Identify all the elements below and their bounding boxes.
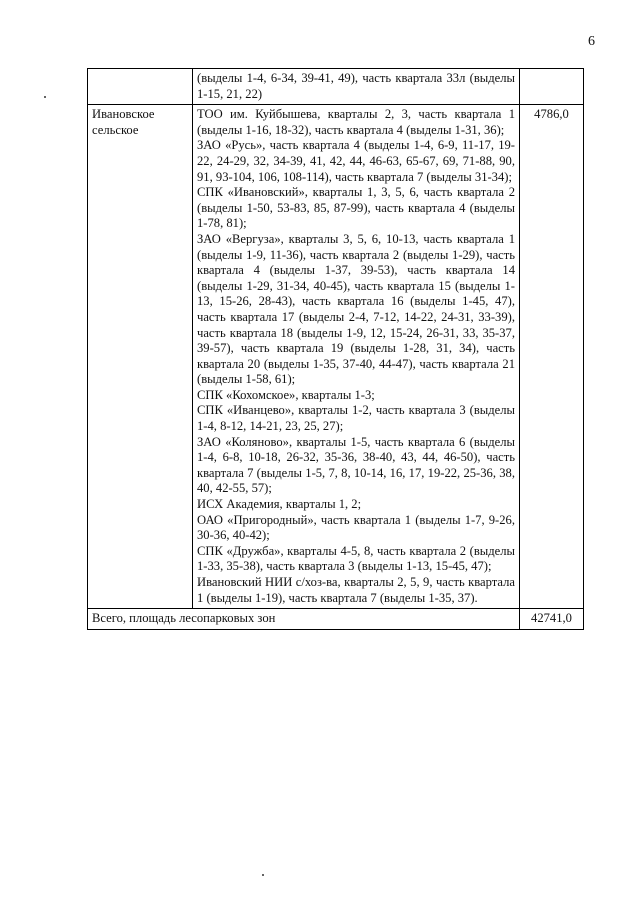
description-paragraph: ОАО «Пригородный», часть квартала 1 (выделы 1-7, 9-26, 30-36, 40-42); <box>197 512 515 543</box>
area-cell: 4786,0 <box>520 105 584 609</box>
description-paragraph: СПК «Дружба», кварталы 4-5, 8, часть квартала 2 (выделы 1-33, 35-38), часть квартала 3 (выделы 1-13, 15-45, 47); <box>197 543 515 574</box>
forest-zones-table <box>87 68 584 630</box>
total-area: 42741,0 <box>520 609 584 630</box>
description-paragraph: ИСХ Академия, кварталы 1, 2; <box>197 497 362 512</box>
total-row <box>88 609 584 630</box>
description-paragraph: СПК «Иванцево», кварталы 1-2, часть квартала 3 (выделы 1-4, 8-12, 14-21, 23, 25, 27); <box>197 403 515 434</box>
total-label: Всего, площадь лесопарковых зон <box>88 609 520 630</box>
description-paragraph: Ивановский НИИ с/хоз-ва, кварталы 2, 5, 9, часть квартала 1 (выделы 1-19), часть квартала 7 (выделы 1-35, 37). <box>197 575 515 605</box>
description-paragraph: ЗАО «Вергуза», кварталы 3, 5, 6, 10-13, часть квартала 1 (выделы 1-9, 11-36), часть квартала 2 (выделы 1-29), часть квартала 4 (выделы 1-37, 39-53), часть квартала 14 (выделы 1-29, 31-34, 40-45), часть квартала 15 (выделы 1-13, 15-26, 28-43), часть квартала 16 (выделы 1-45, 47), часть квартала 17 (выделы 2-4, 7-12, 14-22, 24-31, 33-39), часть квартала 18 (выделы 1-9, 12, 15-24, 26-31, 33, 35-37, 39-57), часть квартала 19 (выделы 1-28, 31, 34), часть квартала 20 (выделы 1-35, 37-40, 44-47), часть квартала 21 (выделы 1-58, 61); <box>197 231 515 387</box>
description-paragraph: ТОО им. Куйбышева, кварталы 2, 3, часть квартала 1 (выделы 1-16, 18-32), часть квартала 4 (выделы 1-31, 36); <box>197 107 515 137</box>
district-cell: Ивановское сельское <box>88 105 193 609</box>
table-row <box>88 105 584 609</box>
district-cell <box>88 69 193 105</box>
description-paragraph: СПК «Ивановский», кварталы 1, 3, 5, 6, часть квартала 2 (выделы 1-50, 53-83, 85, 87-99), часть квартала 4 (выделы 1-78, 81); <box>197 185 515 231</box>
page-number: 6 <box>588 34 595 49</box>
area-cell <box>520 69 584 105</box>
description-paragraph: (выделы 1-4, 6-34, 39-41, 49), часть квартала 33л (выделы 1-15, 21, 22) <box>197 71 515 101</box>
scan-speck <box>44 96 46 98</box>
description-paragraph: ЗАО «Русь», часть квартала 4 (выделы 1-4, 6-9, 11-17, 19-22, 24-29, 32, 34-39, 41, 42, 44, 46-63, 65-67, 69, 71-88, 90, 91, 93-104, 106, 108-114), часть квартала 7 (выделы 31-34); <box>197 138 515 184</box>
description-cell <box>193 105 520 609</box>
table-row <box>88 69 584 105</box>
description-paragraph: ЗАО «Коляново», кварталы 1-5, часть квартала 6 (выделы 1-4, 6-8, 10-18, 26-32, 35-36, 38-40, 43, 44, 46-50), часть квартала 7 (выделы 1-5, 7, 8, 10-14, 16, 17, 19-22, 25-36, 38, 40, 42-55, 57); <box>197 434 515 496</box>
description-paragraph: СПК «Кохомское», кварталы 1-3; <box>197 387 375 402</box>
description-cell <box>193 69 520 105</box>
scan-speck <box>262 874 264 876</box>
